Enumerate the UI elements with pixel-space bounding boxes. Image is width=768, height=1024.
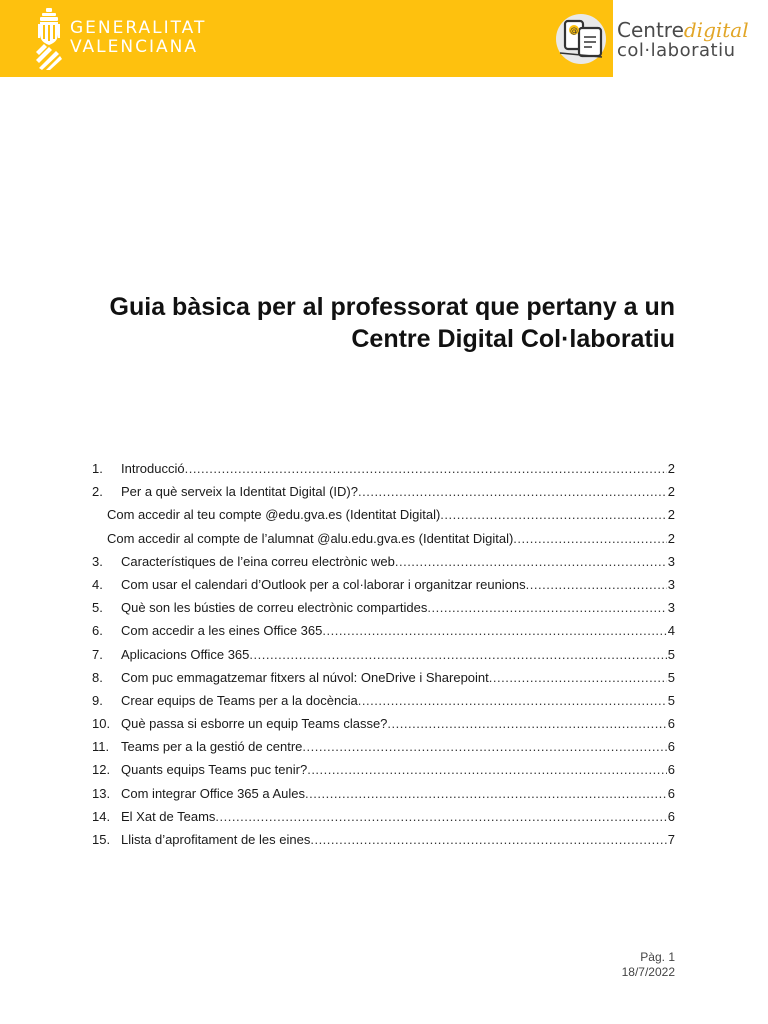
toc-entry-page: 6 [667, 785, 675, 801]
toc-entry-page: 2 [667, 461, 675, 476]
toc-entry-label: Aplicacions Office 365 [121, 646, 250, 662]
toc-entry-number: 12. [92, 762, 111, 778]
toc-entry-label: Com accedir al compte de l’alumnat @alu.edu.gva.es (Identitat Digital) [107, 530, 514, 546]
gva-logo-line2: VALENCIANA [70, 37, 198, 57]
cdc-logo-line1 [617, 19, 749, 41]
toc-entry-number: 1. [92, 461, 103, 476]
digital-centre-icon [552, 13, 610, 65]
toc-entry-label: Què son les bústies de correu electrònic compartides [121, 600, 428, 616]
toc-entry-page: 5 [667, 692, 675, 708]
toc-dot-leader [249, 647, 666, 662]
toc-entry-number: 4. [92, 576, 103, 592]
toc-entry-label: Quants equips Teams puc tenir? [121, 762, 308, 778]
toc-entry[interactable] [92, 809, 675, 832]
toc-entry-label: Crear equips de Teams per a la docència [121, 692, 358, 708]
toc-entry[interactable] [92, 461, 675, 484]
toc-entry-label: Teams per a la gestió de centre [121, 739, 303, 755]
toc-entry-number: 10. [92, 716, 111, 732]
svg-text:@: @ [570, 26, 578, 35]
toc-entry-number: 14. [92, 808, 111, 824]
toc-entry[interactable] [92, 786, 675, 809]
toc-dot-leader [526, 577, 667, 592]
toc-entry-label: Com accedir al teu compte @edu.gva.es (Identitat Digital) [107, 507, 441, 523]
document-title-line1: Guia bàsica per al professorat que pertany a un [109, 293, 675, 321]
toc-entry-page: 2 [667, 530, 675, 546]
coat-of-arms-icon [36, 8, 62, 70]
toc-entry-number: 6. [92, 623, 103, 639]
toc-dot-leader [215, 809, 666, 824]
toc-dot-leader [307, 762, 667, 777]
toc-dot-leader [185, 461, 667, 476]
toc-entry[interactable] [92, 762, 675, 785]
header-banner [0, 0, 613, 77]
toc-entry-number: 9. [92, 692, 103, 708]
page-number: Pàg. 1 [640, 950, 675, 964]
toc-entry-page: 6 [667, 739, 675, 755]
cdc-logo-word-centre: Centre [617, 18, 684, 42]
toc-entry[interactable] [92, 832, 675, 855]
toc-dot-leader [513, 531, 666, 546]
toc-entry-page: 2 [667, 507, 675, 523]
toc-entry-page: 3 [667, 553, 675, 569]
toc-entry-page: 5 [667, 646, 675, 662]
toc-entry-label: Com integrar Office 365 a Aules [121, 785, 306, 801]
toc-dot-leader [310, 832, 666, 847]
toc-entry-number: 8. [92, 669, 103, 685]
toc-entry[interactable] [92, 600, 675, 623]
toc-entry-number: 11. [92, 739, 110, 755]
table-of-contents [92, 461, 675, 855]
toc-entry-number: 15. [92, 832, 111, 847]
toc-entry-label: Com accedir a les eines Office 365 [121, 623, 323, 639]
toc-entry[interactable] [92, 554, 675, 577]
gva-logo-line1: GENERALITAT [70, 18, 207, 38]
toc-dot-leader [440, 507, 666, 522]
document-date: 18/7/2022 [621, 965, 675, 979]
toc-dot-leader [358, 693, 667, 708]
toc-entry[interactable] [92, 647, 675, 670]
toc-entry[interactable] [92, 623, 675, 646]
cdc-logo-word-digital: digital [683, 18, 749, 42]
toc-entry[interactable] [92, 531, 675, 554]
toc-entry-page: 3 [667, 576, 675, 592]
toc-entry-page: 3 [667, 600, 675, 616]
toc-entry-label: Llista d’aprofitament de les eines [121, 832, 311, 847]
toc-dot-leader [489, 670, 667, 685]
document-title [90, 291, 675, 355]
toc-entry[interactable] [92, 577, 675, 600]
toc-entry[interactable] [92, 716, 675, 739]
toc-dot-leader [358, 484, 667, 499]
toc-dot-leader [322, 623, 666, 638]
toc-entry-number: 5. [92, 600, 103, 616]
toc-entry[interactable] [92, 739, 675, 762]
toc-dot-leader [302, 739, 666, 754]
toc-entry-page: 5 [667, 669, 675, 685]
toc-entry-label: Per a què serveix la Identitat Digital (ID)? [121, 484, 358, 500]
toc-entry-label: Què passa si esborre un equip Teams classe? [121, 716, 388, 732]
toc-entry-page: 2 [667, 484, 675, 500]
toc-dot-leader [387, 716, 666, 731]
toc-entry-page: 4 [667, 623, 675, 639]
toc-entry-label: El Xat de Teams [121, 808, 216, 824]
toc-entry[interactable] [92, 693, 675, 716]
toc-entry-label: Com puc emmagatzemar fitxers al núvol: OneDrive i Sharepoint [121, 669, 489, 685]
toc-entry-page: 6 [667, 808, 675, 824]
toc-entry[interactable] [92, 507, 675, 530]
toc-entry-page: 6 [667, 762, 675, 778]
toc-entry-number: 13. [92, 785, 111, 801]
toc-entry-label: Com usar el calendari d’Outlook per a col·laborar i organitzar reunions [121, 576, 526, 592]
toc-entry-number: 3. [92, 553, 103, 569]
gva-logo-text [70, 19, 206, 57]
cdc-logo-text [617, 19, 749, 61]
toc-entry-page: 7 [667, 832, 675, 847]
cdc-logo-line2: col·laboratiu [617, 40, 736, 61]
toc-entry-page: 6 [667, 716, 675, 732]
toc-entry[interactable] [92, 484, 675, 507]
toc-dot-leader [395, 554, 667, 569]
toc-entry-label: Característiques de l’eina correu electrònic web [121, 553, 395, 569]
toc-entry-number: 7. [92, 646, 103, 662]
toc-dot-leader [427, 600, 666, 615]
toc-entry[interactable] [92, 670, 675, 693]
toc-entry-number: 2. [92, 484, 103, 500]
toc-entry-label: Introducció [121, 461, 185, 476]
toc-dot-leader [305, 786, 667, 801]
document-title-line2: Centre Digital Col·laboratiu [351, 325, 675, 353]
page-footer [622, 950, 675, 980]
